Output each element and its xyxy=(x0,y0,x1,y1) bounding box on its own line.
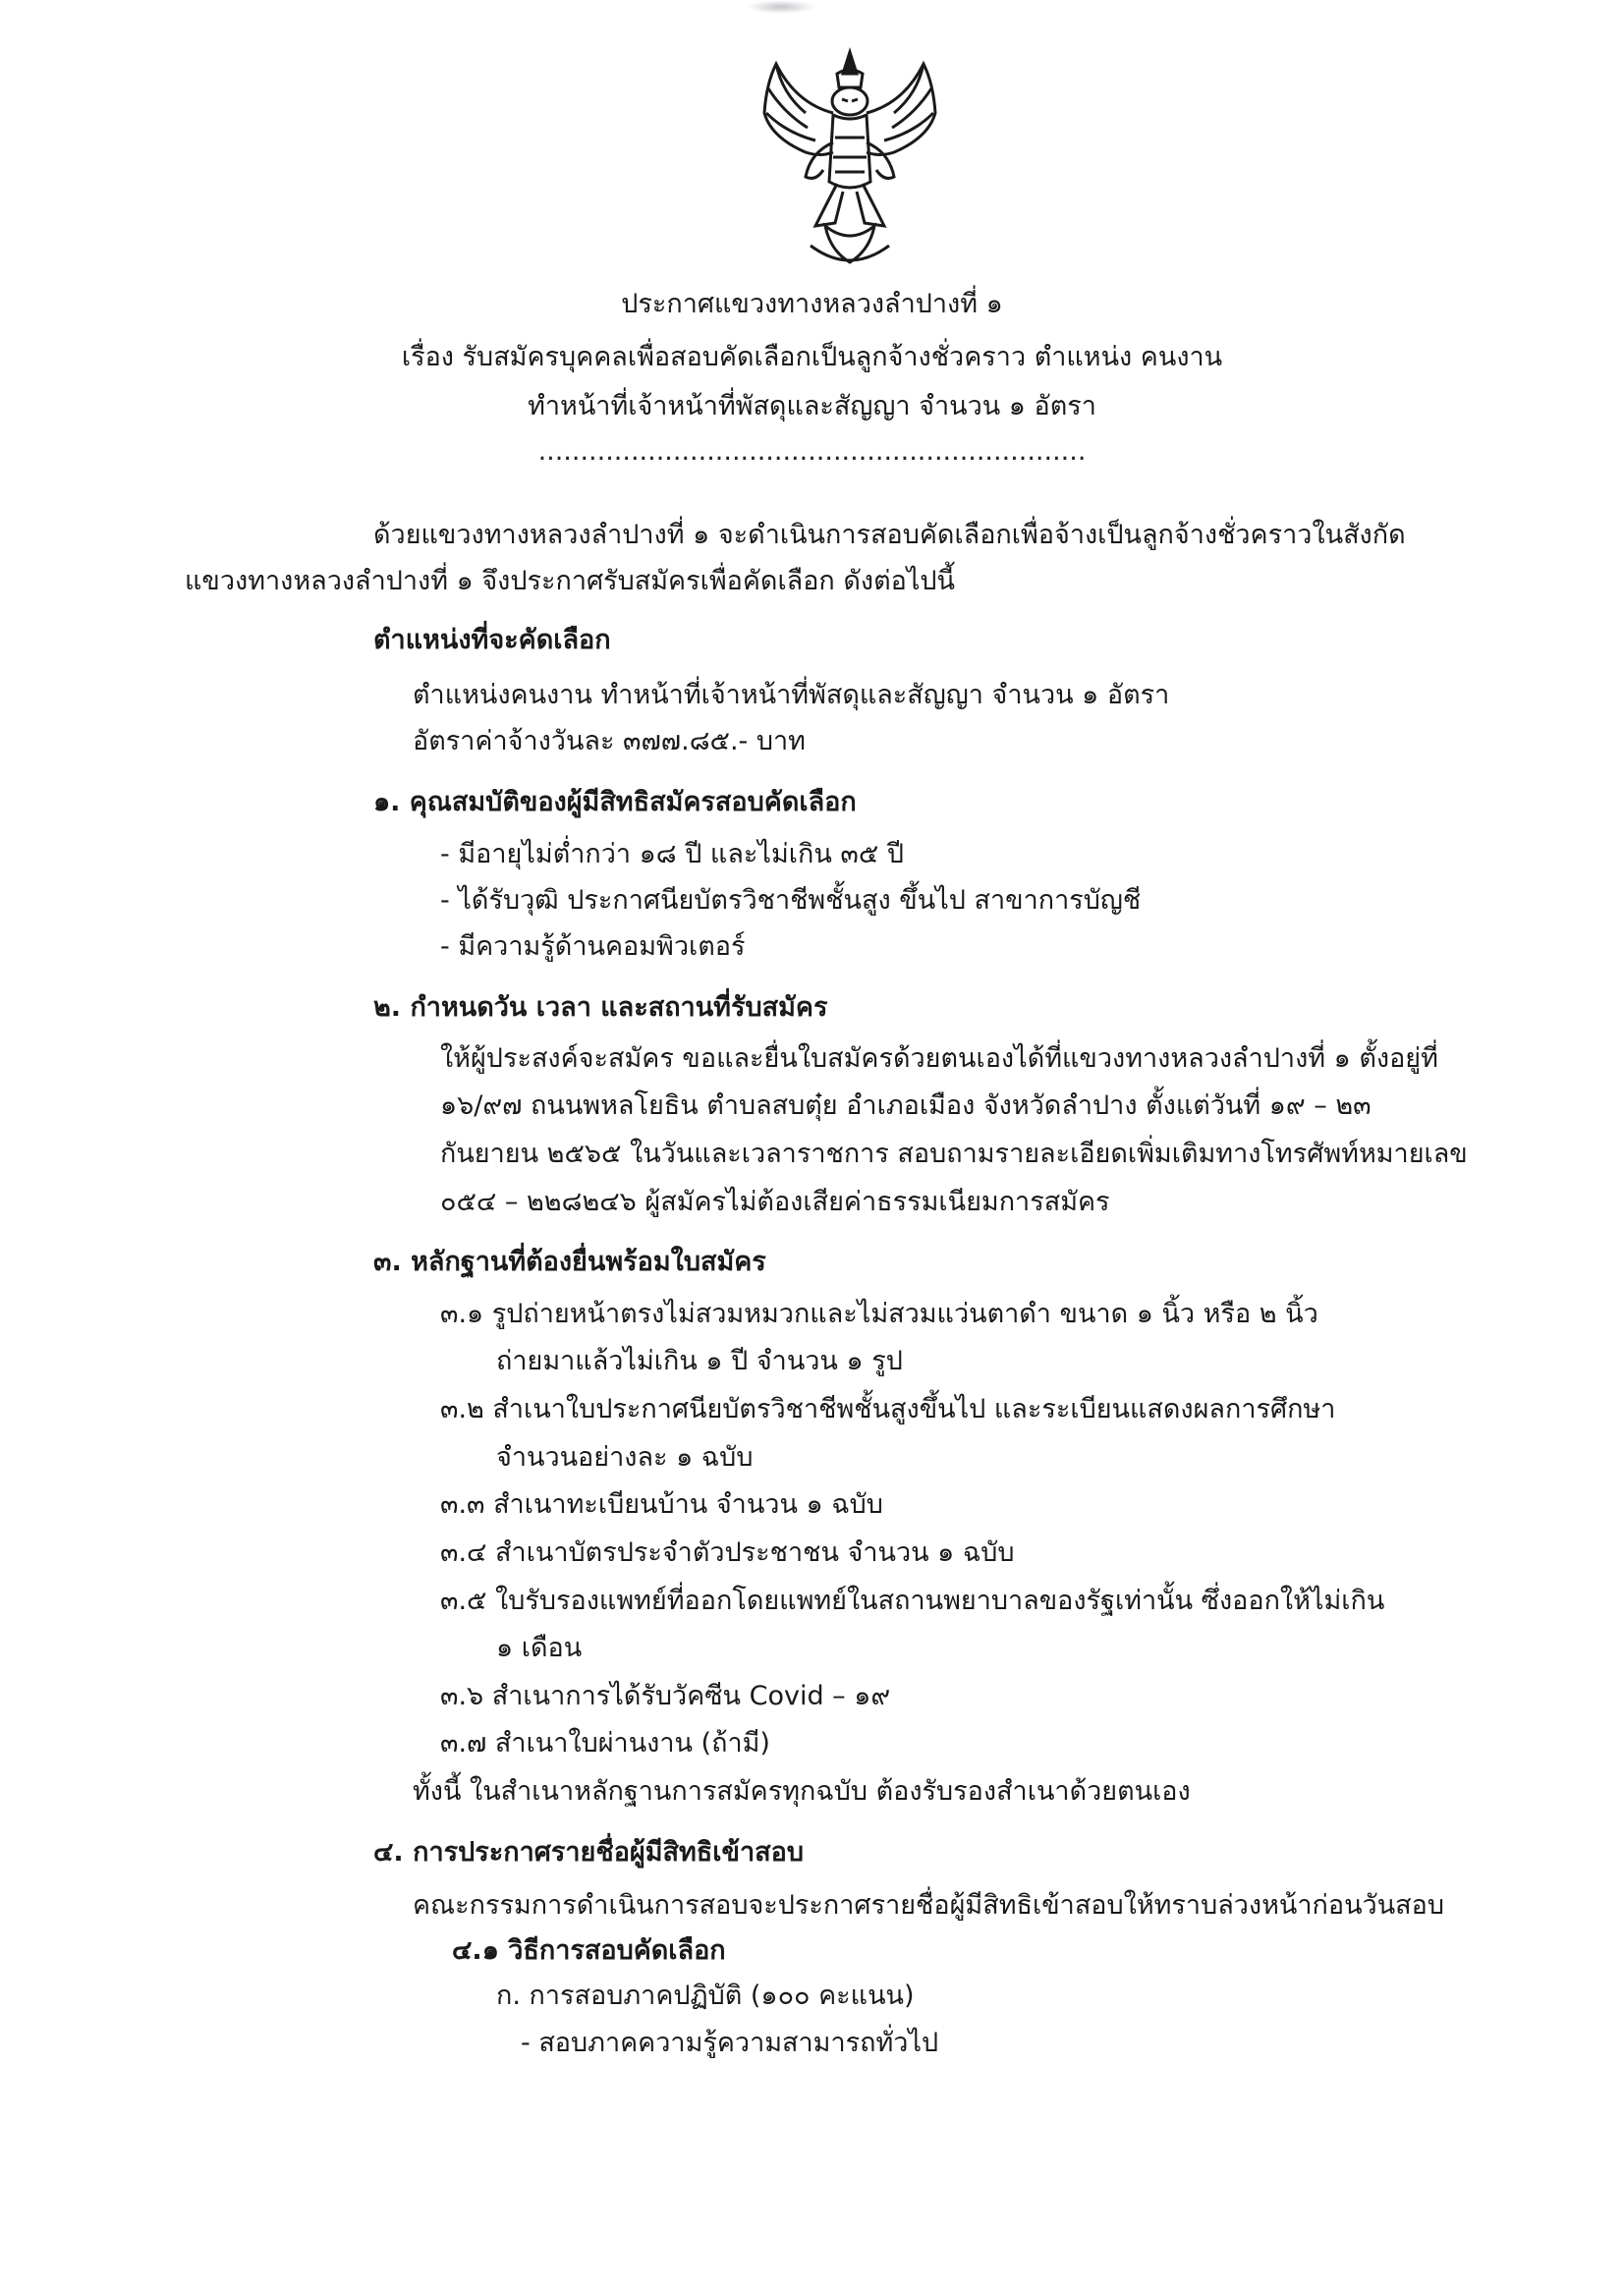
intro-line-1: ด้วยแขวงทางหลวงลำปางที่ ๑ จะดำเนินการสอบคัดเลือกเพื่อจ้างเป็นลูกจ้างชั่วคราวในสังกัด xyxy=(373,520,1406,550)
section3-line: ๑ เดือน xyxy=(496,1633,583,1663)
position-line-1: ตำแหน่งคนงาน ทำหน้าที่เจ้าหน้าที่พัสดุและสัญญา จำนวน ๑ อัตรา xyxy=(413,680,1170,710)
section3-line: ๓.๒ สำเนาใบประกาศนียบัตรวิชาชีพชั้นสูงขึ้นไป และระเบียนแสดงผลการศึกษา xyxy=(440,1394,1336,1424)
garuda-emblem-icon xyxy=(747,44,953,270)
section3-note: ทั้งนี้ ในสำเนาหลักฐานการสมัครทุกฉบับ ต้องรับรองสำเนาด้วยตนเอง xyxy=(413,1776,1191,1807)
announcement-subject: เรื่อง รับสมัครบุคคลเพื่อสอบคัดเลือกเป็นลูกจ้างชั่วคราว ตำแหน่ง คนงาน xyxy=(401,342,1223,372)
section3-heading: ๓. หลักฐานที่ต้องยื่นพร้อมใบสมัคร xyxy=(373,1247,766,1277)
intro-line-2: แขวงทางหลวงลำปางที่ ๑ จึงประกาศรับสมัครเพื่อคัดเลือก ดังต่อไปนี้ xyxy=(185,566,956,596)
section3-line: จำนวนอย่างละ ๑ ฉบับ xyxy=(496,1442,754,1473)
section1-item: - มีอายุไม่ต่ำกว่า ๑๘ ปี และไม่เกิน ๓๕ ปี xyxy=(440,839,904,869)
section4-heading: ๔. การประกาศรายชื่อผู้มีสิทธิเข้าสอบ xyxy=(373,1837,804,1868)
section2-line: ๐๕๔ – ๒๒๘๒๔๖ ผู้สมัครไม่ต้องเสียค่าธรรมเนียมการสมัคร xyxy=(440,1187,1110,1217)
section4-item-a1: - สอบภาคความรู้ความสามารถทั่วไป xyxy=(521,2028,939,2058)
section4-item-a: ก. การสอบภาคปฏิบัติ (๑๐๐ คะแนน) xyxy=(496,1981,915,2011)
announcement-title: ประกาศแขวงทางหลวงลำปางที่ ๑ xyxy=(621,289,1003,319)
section3-line: ๓.๑ รูปถ่ายหน้าตรงไม่สวมหมวกและไม่สวมแว่นตาดำ ขนาด ๑ นิ้ว หรือ ๒ นิ้ว xyxy=(440,1299,1318,1329)
section2-line: ให้ผู้ประสงค์จะสมัคร ขอและยื่นใบสมัครด้วยตนเองได้ที่แขวงทางหลวงลำปางที่ ๑ ตั้งอยู่ที่ xyxy=(440,1043,1438,1074)
position-line-2: อัตราค่าจ้างวันละ ๓๗๗.๘๕.- บาท xyxy=(413,726,806,756)
section1-item: - มีความรู้ด้านคอมพิวเตอร์ xyxy=(440,931,746,962)
title-divider: ................................................................. xyxy=(537,436,1087,467)
section3-line: ๓.๗ สำเนาใบผ่านงาน (ถ้ามี) xyxy=(440,1728,770,1759)
section3-line: ถ่ายมาแล้วไม่เกิน ๑ ปี จำนวน ๑ รูป xyxy=(496,1346,903,1376)
scan-smudge xyxy=(747,0,815,14)
section2-line: กันยายน ๒๕๖๕ ในวันและเวลาราชการ สอบถามรายละเอียดเพิ่มเติมทางโทรศัพท์หมายเลข xyxy=(440,1139,1468,1169)
position-heading: ตำแหน่งที่จะคัดเลือก xyxy=(373,625,611,655)
announcement-subject-cont: ทำหน้าที่เจ้าหน้าที่พัสดุและสัญญา จำนวน ๑ อัตรา xyxy=(528,391,1096,421)
section3-line: ๓.๕ ใบรับรองแพทย์ที่ออกโดยแพทย์ในสถานพยาบาลของรัฐเท่านั้น ซึ่งออกให้ไม่เกิน xyxy=(440,1586,1385,1616)
section4-line-1: คณะกรรมการดำเนินการสอบจะประกาศรายชื่อผู้มีสิทธิเข้าสอบให้ทราบล่วงหน้าก่อนวันสอบ xyxy=(413,1890,1445,1921)
section2-line: ๑๖/๙๗ ถนนพหลโยธิน ตำบลสบตุ๋ย อำเภอเมือง จังหวัดลำปาง ตั้งแต่วันที่ ๑๙ – ๒๓ xyxy=(440,1090,1372,1121)
section3-line: ๓.๓ สำเนาทะเบียนบ้าน จำนวน ๑ ฉบับ xyxy=(440,1489,883,1520)
section4-subheading: ๔.๑ วิธีการสอบคัดเลือก xyxy=(452,1935,726,1966)
section2-heading: ๒. กำหนดวัน เวลา และสถานที่รับสมัคร xyxy=(373,992,828,1023)
section3-line: ๓.๔ สำเนาบัตรประจำตัวประชาชน จำนวน ๑ ฉบับ xyxy=(440,1537,1015,1568)
section1-heading: ๑. คุณสมบัติของผู้มีสิทธิสมัครสอบคัดเลือก xyxy=(373,787,857,817)
section1-item: - ได้รับวุฒิ ประกาศนียบัตรวิชาชีพชั้นสูง ขึ้นไป สาขาการบัญชี xyxy=(440,885,1142,916)
section3-line: ๓.๖ สำเนาการได้รับวัคซีน Covid – ๑๙ xyxy=(440,1681,891,1711)
